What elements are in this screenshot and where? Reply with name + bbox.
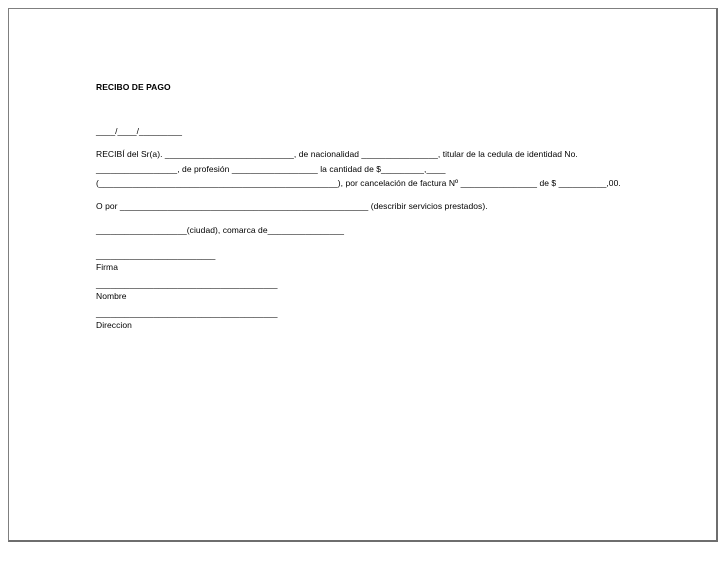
date-line: ____/____/_________ [96,126,183,136]
services-line: O por ____________________________________________________ (describir servicios prestados). [96,201,488,211]
receipt-paragraph-line-3: (__________________________________________________), por cancelación de factura Nº ________________ de $ __________,00. [96,178,621,188]
document-title: RECIBO DE PAGO [96,82,171,92]
name-label: Nombre [96,291,127,301]
signature-label: Firma [96,262,118,272]
receipt-paragraph-line-1: RECIBÍ del Sr(a). ___________________________, de nacionalidad ________________, titular de la cedula de identidad No. [96,149,578,159]
address-label: Direccion [96,320,132,330]
signature-line: _________________________ [96,250,216,260]
receipt-paragraph-line-2: _________________, de profesión __________________ la cantidad de $_________,____ [96,164,446,174]
address-line: ______________________________________ [96,308,278,318]
name-line: ______________________________________ [96,279,278,289]
city-line: ___________________(ciudad), comarca de________________ [96,225,345,235]
